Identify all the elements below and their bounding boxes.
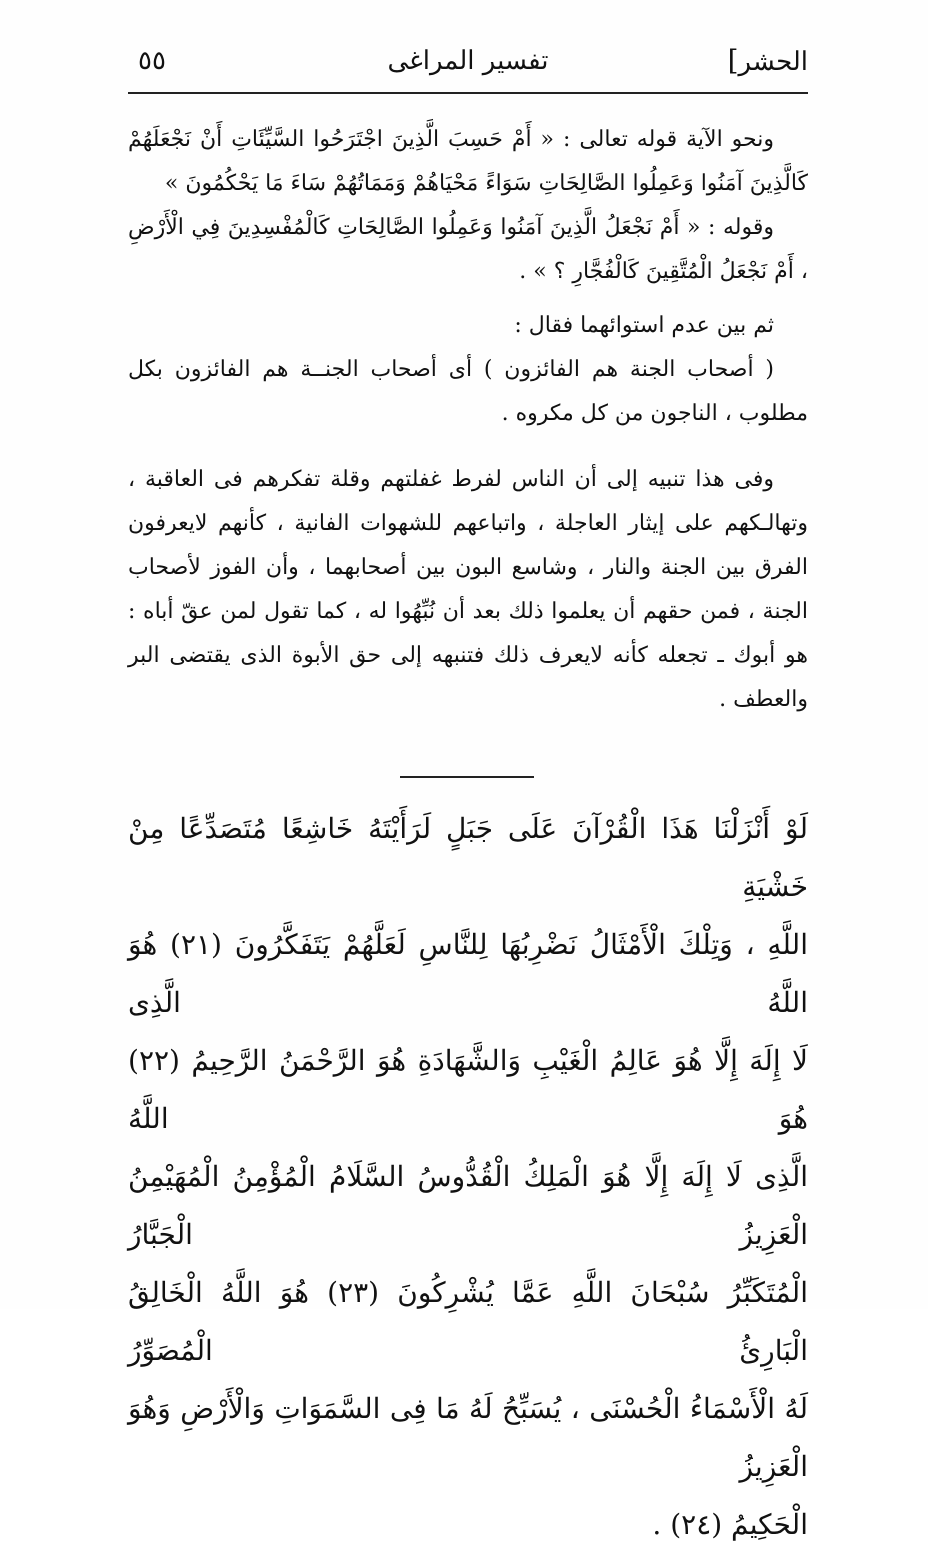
page-header: [128, 40, 808, 90]
verse-line-1: لَوْ أَنْزَلْنَا هَذَا الْقُرْآنَ عَلَى جَبَلٍ لَرَأَيْتَهُ خَاشِعًا مُتَصَدِّعًا مِنْ خَشْيَةِ: [128, 812, 808, 903]
commentary-paragraph-3: ثم بين عدم استوائهما فقال :: [514, 313, 774, 338]
section-divider: [400, 776, 534, 778]
verse-line-5: الْمُتَكَبِّرُ سُبْحَانَ اللَّهِ عَمَّا يُشْرِكُونَ (٢٣) هُوَ اللَّهُ الْخَالِقُ الْبَارِئُ الْمُصَوِّرُ: [128, 1276, 808, 1367]
verse-line-7: الْحَكِيمُ (٢٤) .: [652, 1508, 808, 1541]
surah-name: الحشر: [738, 47, 808, 77]
verse-line-2: اللَّهِ ، وَتِلْكَ الْأَمْثَالُ نَضْرِبُهَا لِلنَّاسِ لَعَلَّهُمْ يَتَفَكَّرُونَ (٢١) هُوَ اللَّهُ الَّذِى: [128, 928, 808, 1019]
verse-line-3: لَا إِلَهَ إِلَّا هُوَ عَالِمُ الْغَيْبِ وَالشَّهَادَةِ هُوَ الرَّحْمَنُ الرَّحِيمُ (٢٢) هُوَ اللَّهُ: [128, 1044, 809, 1135]
commentary-section: [128, 118, 808, 722]
verse-line-6: لَهُ الْأَسْمَاءُ الْحُسْنَى ، يُسَبِّحُ لَهُ مَا فِى السَّمَوَاتِ وَالْأَرْضِ وَهُوَ الْعَزِيزُ: [128, 1392, 808, 1483]
surah-name-label: [722, 44, 808, 77]
verse-line-4: الَّذِى لَا إِلَهَ إِلَّا هُوَ الْمَلِكُ الْقُدُّوسُ السَّلَامُ الْمُؤْمِنُ الْمُهَيْمِنُ الْعَزِيزُ الْجَبَّارُ: [128, 1160, 808, 1251]
commentary-paragraph-1: ونحو الآية قوله تعالى : « أَمْ حَسِبَ الَّذِينَ اجْتَرَحُوا السَّيِّئَاتِ أَنْ نَجْعَلَهُمْ كَالَّذِينَ آمَنُوا وَعَمِلُوا الصَّالِحَاتِ سَوَاءً مَحْيَاهُمْ وَمَمَاتُهُمْ سَاءَ مَا يَحْكُمُونَ »: [128, 127, 808, 196]
verses-section: [128, 800, 808, 1554]
commentary-paragraph-2: وقوله : « أَمْ نَجْعَلُ الَّذِينَ آمَنُوا وَعَمِلُوا الصَّالِحَاتِ كَالْمُفْسِدِينَ فِي الْأَرْضِ ، أَمْ نَجْعَلُ الْمُتَّقِينَ كَالْفُجَّارِ ؟ » .: [128, 215, 808, 284]
commentary-paragraph-5: وفى هذا تنبيه إلى أن الناس لفرط غفلتهم وقلة تفكرهم فى العاقبة ، وتهالـكهم على إيثار العاجلة ، واتباعهم للشهوات الفانية ، كأنهم لايعرفون الفرق بين الجنة والنار ، وشاسع البون بين أصحابهما ، وأن الفوز لأصحاب الجنة ، فمن حقهم أن يعلموا ذلك بعد أن نُبِّهُوا له ، كما تقول لمن عقّ أباه : هو أبوك ـ تجعله كأنه لايعرف ذلك فتنبهه إلى حق الأبوة الذى يقتضى البر والعطف .: [128, 467, 808, 712]
page-number: ٥٥: [138, 46, 166, 76]
header-rule: [128, 92, 808, 94]
book-title: تفسير المراغى: [387, 46, 549, 76]
commentary-paragraph-4: ( أصحاب الجنة هم الفائزون ) أى أصحاب الجنــة هم الفائزون بكل مطلوب ، الناجون من كل مكروه .: [128, 357, 808, 426]
header-bracket: ]: [727, 44, 739, 77]
